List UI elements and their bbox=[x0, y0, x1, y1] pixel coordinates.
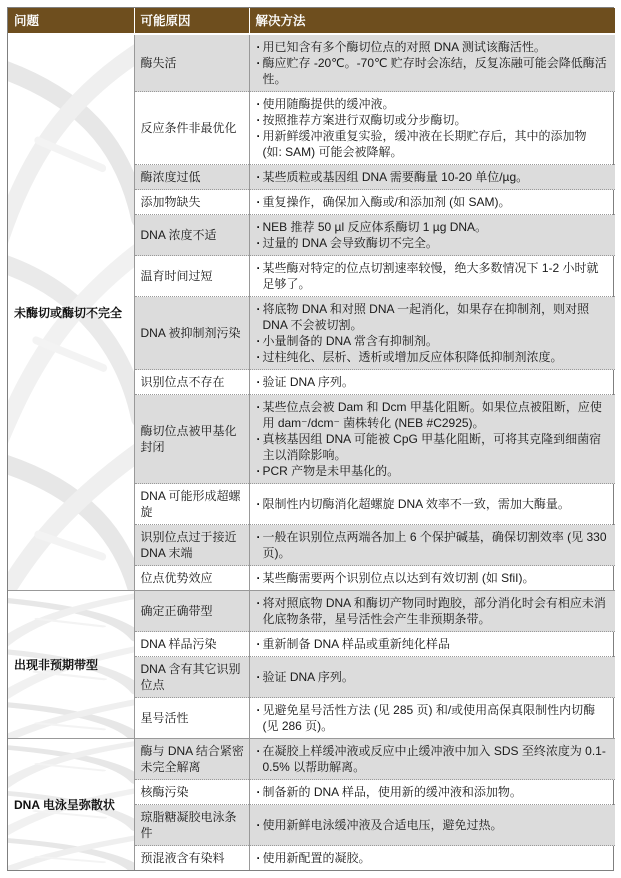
bullet-icon: · bbox=[256, 236, 261, 250]
bullet-icon: · bbox=[256, 350, 261, 364]
bullet-icon: · bbox=[256, 220, 261, 234]
bullet-icon: · bbox=[256, 129, 261, 143]
solution-text: 重新制备 DNA 样品或重新纯化样品 bbox=[262, 637, 450, 651]
solution-cell bbox=[249, 805, 615, 846]
solution-text: 某些酶需要两个识别位点以达到有效切割 (如 SfiI)。 bbox=[262, 571, 535, 585]
cause-cell: 核酶污染 bbox=[134, 780, 249, 805]
bullet-icon: · bbox=[256, 744, 261, 758]
cause-cell: 酶浓度过低 bbox=[134, 165, 249, 190]
bullet-icon: · bbox=[256, 637, 261, 651]
solution-cell bbox=[249, 92, 615, 165]
cause-cell: 酶切位点被甲基化封闭 bbox=[134, 395, 249, 484]
problem-cell bbox=[8, 34, 134, 591]
column-header-solution: 解决方法 bbox=[249, 8, 615, 34]
solution-text: 真核基因组 DNA 可能被 CpG 甲基化阻断，可将其克隆到细菌宿主以消除影响。 bbox=[262, 432, 602, 462]
solution-cell bbox=[249, 739, 615, 780]
cause-cell: 确定正确带型 bbox=[134, 591, 249, 632]
solution-cell bbox=[249, 846, 615, 871]
cause-cell: 识别位点不存在 bbox=[134, 370, 249, 395]
bullet-icon: · bbox=[256, 571, 261, 585]
solution-text: 酶应贮存 -20℃。-70℃ 贮存时会冻结，反复冻融可能会降低酶活性。 bbox=[262, 56, 607, 86]
cause-cell: DNA 样品污染 bbox=[134, 632, 249, 657]
solution-text: 制备新的 DNA 样品，使用新的缓冲液和添加物。 bbox=[262, 785, 522, 799]
solution-cell bbox=[249, 657, 615, 698]
solution-item bbox=[255, 169, 610, 185]
problem-label: 出现非预期带型 bbox=[14, 657, 99, 672]
solution-item bbox=[255, 743, 610, 775]
problem-label: 未酶切或酶切不完全 bbox=[14, 305, 123, 320]
bullet-icon: · bbox=[256, 818, 261, 832]
table-header bbox=[8, 8, 615, 34]
table-row bbox=[8, 591, 615, 632]
solution-cell bbox=[249, 632, 615, 657]
solution-item bbox=[255, 784, 610, 800]
solution-item bbox=[255, 333, 610, 349]
cause-cell: 酶与 DNA 结合紧密未完全解离 bbox=[134, 739, 249, 780]
solution-item bbox=[255, 817, 610, 833]
solution-cell bbox=[249, 566, 615, 591]
solution-cell bbox=[249, 34, 615, 92]
problem-label: DNA 电泳呈弥散状 bbox=[14, 797, 115, 812]
problem-cell bbox=[8, 591, 134, 739]
solution-cell bbox=[249, 591, 615, 632]
table-row bbox=[8, 739, 615, 780]
bullet-icon: · bbox=[256, 302, 261, 316]
table-row bbox=[8, 34, 615, 92]
solution-item bbox=[255, 702, 610, 734]
solution-cell bbox=[249, 165, 615, 190]
solution-item bbox=[255, 529, 610, 561]
solution-text: 将对照底物 DNA 和酶切产物同时跑胶，部分消化时会有相应未消化底物条带，星号活性会产生非预期条带。 bbox=[262, 596, 606, 626]
solution-text: 重复操作，确保加入酶或/和添加剂 (如 SAM)。 bbox=[262, 195, 511, 209]
solution-item bbox=[255, 636, 610, 652]
solution-cell bbox=[249, 525, 615, 566]
solution-cell bbox=[249, 698, 615, 739]
cause-cell: DNA 浓度不适 bbox=[134, 215, 249, 256]
section-1 bbox=[8, 591, 615, 739]
bullet-icon: · bbox=[256, 497, 261, 511]
solution-text: 使用新鲜电泳缓冲液及合适电压，避免过热。 bbox=[262, 818, 503, 832]
solution-text: 小量制备的 DNA 常含有抑制剂。 bbox=[262, 334, 438, 348]
solution-text: 使用随酶提供的缓冲液。 bbox=[262, 97, 395, 111]
solution-item bbox=[255, 219, 610, 235]
solution-text: 某些酶对特定的位点切割速率较慢，绝大多数情况下 1-2 小时就足够了。 bbox=[262, 261, 599, 291]
cause-cell: 反应条件非最优化 bbox=[134, 92, 249, 165]
cause-cell: DNA 含有其它识别位点 bbox=[134, 657, 249, 698]
cause-cell: 星号活性 bbox=[134, 698, 249, 739]
solution-item bbox=[255, 399, 610, 431]
solution-text: 某些质粒或基因组 DNA 需要酶量 10-20 单位/µg。 bbox=[262, 170, 529, 184]
solution-item bbox=[255, 55, 610, 87]
column-header-cause: 可能原因 bbox=[134, 8, 249, 34]
bullet-icon: · bbox=[256, 530, 261, 544]
solution-cell bbox=[249, 484, 615, 525]
solution-item bbox=[255, 112, 610, 128]
bullet-icon: · bbox=[256, 375, 261, 389]
cause-cell: 温育时间过短 bbox=[134, 256, 249, 297]
solution-text: 在凝胶上样缓冲液或反应中止缓冲液中加入 SDS 至终浓度为 0.1-0.5% 以帮助解离。 bbox=[262, 744, 606, 774]
solution-text: 按照推荐方案进行双酶切或分步酶切。 bbox=[262, 113, 467, 127]
solution-text: 使用新配置的凝胶。 bbox=[262, 851, 371, 865]
solution-text: 将底物 DNA 和对照 DNA 一起消化，如果存在抑制剂，则对照 DNA 不会被切割。 bbox=[262, 302, 590, 332]
solution-cell bbox=[249, 370, 615, 395]
solution-text: 限制性内切酶消化超螺旋 DNA 效率不一致，需加大酶量。 bbox=[262, 497, 570, 511]
cause-cell: 识别位点过于接近 DNA 末端 bbox=[134, 525, 249, 566]
solution-cell bbox=[249, 395, 615, 484]
solution-cell bbox=[249, 780, 615, 805]
bullet-icon: · bbox=[256, 195, 261, 209]
bullet-icon: · bbox=[256, 56, 261, 70]
solution-cell bbox=[249, 256, 615, 297]
solution-item bbox=[255, 570, 610, 586]
cause-cell: 琼脂糖凝胶电泳条件 bbox=[134, 805, 249, 846]
section-2 bbox=[8, 739, 615, 871]
bullet-icon: · bbox=[256, 851, 261, 865]
solution-item bbox=[255, 595, 610, 627]
troubleshooting-table bbox=[8, 8, 615, 870]
solution-item bbox=[255, 194, 610, 210]
solution-text: 过量的 DNA 会导致酶切不完全。 bbox=[262, 236, 438, 250]
bullet-icon: · bbox=[256, 97, 261, 111]
solution-item bbox=[255, 260, 610, 292]
bullet-icon: · bbox=[256, 432, 261, 446]
cause-cell: 位点优势效应 bbox=[134, 566, 249, 591]
bullet-icon: · bbox=[256, 596, 261, 610]
troubleshooting-table-frame bbox=[7, 7, 614, 871]
cause-cell: 预混液含有染料 bbox=[134, 846, 249, 871]
section-0 bbox=[8, 34, 615, 591]
cause-cell: DNA 被抑制剂污染 bbox=[134, 297, 249, 370]
solution-cell bbox=[249, 297, 615, 370]
solution-item bbox=[255, 850, 610, 866]
solution-text: 用已知含有多个酶切位点的对照 DNA 测试该酶活性。 bbox=[262, 40, 546, 54]
solution-text: 验证 DNA 序列。 bbox=[262, 375, 354, 389]
solution-text: 用新鲜缓冲液重复实验，缓冲液在长期贮存后，其中的添加物 (如: SAM) 可能会被降解。 bbox=[262, 129, 587, 159]
bullet-icon: · bbox=[256, 785, 261, 799]
solution-text: 一般在识别位点两端各加上 6 个保护碱基，确保切割效率 (见 330 页)。 bbox=[262, 530, 607, 560]
solution-item bbox=[255, 374, 610, 390]
solution-item bbox=[255, 235, 610, 251]
solution-text: 某些位点会被 Dam 和 Dcm 甲基化阻断。如果位点被阻断，应使用 dam⁻/dcm⁻ 菌株转化 (NEB #C2925)。 bbox=[262, 400, 602, 430]
solution-text: 验证 DNA 序列。 bbox=[262, 670, 354, 684]
solution-item bbox=[255, 128, 610, 160]
solution-text: 见避免星号活性方法 (见 285 页) 和/或使用高保真限制性内切酶 (见 286 页)。 bbox=[262, 703, 596, 733]
solution-item bbox=[255, 496, 610, 512]
bullet-icon: · bbox=[256, 170, 261, 184]
cause-cell: DNA 可能形成超螺旋 bbox=[134, 484, 249, 525]
bullet-icon: · bbox=[256, 703, 261, 717]
solution-item bbox=[255, 669, 610, 685]
solution-item bbox=[255, 39, 610, 55]
solution-text: PCR 产物是未甲基化的。 bbox=[262, 464, 400, 478]
cause-cell: 添加物缺失 bbox=[134, 190, 249, 215]
bullet-icon: · bbox=[256, 113, 261, 127]
solution-item bbox=[255, 463, 610, 479]
bullet-icon: · bbox=[256, 400, 261, 414]
bullet-icon: · bbox=[256, 334, 261, 348]
solution-item bbox=[255, 431, 610, 463]
solution-text: NEB 推荐 50 µl 反应体系酶切 1 µg DNA。 bbox=[262, 220, 488, 234]
solution-cell bbox=[249, 190, 615, 215]
problem-cell bbox=[8, 739, 134, 871]
solution-text: 过柱纯化、层析、透析或增加反应体积降低抑制剂浓度。 bbox=[262, 350, 563, 364]
header-row bbox=[8, 8, 615, 34]
bullet-icon: · bbox=[256, 670, 261, 684]
solution-item bbox=[255, 301, 610, 333]
bullet-icon: · bbox=[256, 261, 261, 275]
cause-cell: 酶失活 bbox=[134, 34, 249, 92]
bullet-icon: · bbox=[256, 40, 261, 54]
solution-item bbox=[255, 349, 610, 365]
solution-item bbox=[255, 96, 610, 112]
column-header-problem: 问题 bbox=[8, 8, 134, 34]
solution-cell bbox=[249, 215, 615, 256]
bullet-icon: · bbox=[256, 464, 261, 478]
